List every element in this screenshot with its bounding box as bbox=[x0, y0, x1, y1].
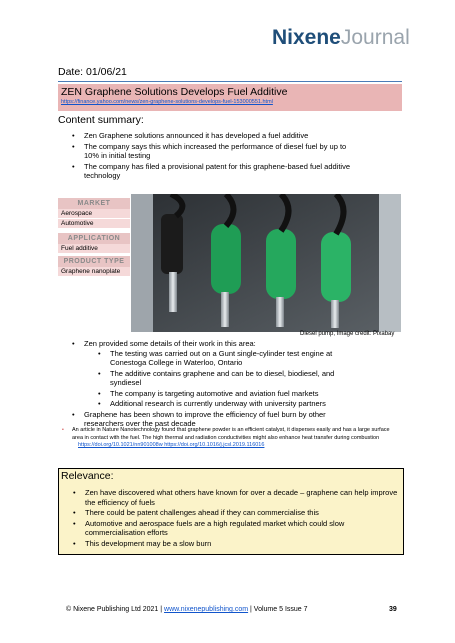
article-title: ZEN Graphene Solutions Develops Fuel Additive bbox=[61, 86, 288, 98]
footer-volume: | Volume 5 Issue 7 bbox=[250, 606, 308, 613]
relevance-heading: Relevance: bbox=[61, 470, 114, 482]
logo-nixene: Nixene bbox=[272, 26, 341, 49]
details-sub-point: • The testing was carried out on a Gunt single-cylinder test engine at Conestoga College in Waterloo, Ontario bbox=[84, 349, 358, 368]
product-type-item: Graphene nanoplate bbox=[58, 267, 130, 277]
nano-note-list bbox=[58, 427, 398, 450]
application-item: Fuel additive bbox=[58, 244, 130, 254]
summary-heading: Content summary: bbox=[58, 114, 144, 126]
classification-sidebar bbox=[58, 198, 130, 277]
summary-point: • The company says this which increased the performance of diesel fuel by up to 10% in initial testing bbox=[58, 142, 358, 161]
product-type-heading: PRODUCT TYPE bbox=[58, 256, 130, 267]
article-date: Date: 01/06/21 bbox=[58, 66, 127, 78]
summary-list bbox=[58, 131, 358, 182]
market-item: Aerospace bbox=[58, 209, 130, 219]
relevance-list bbox=[59, 488, 399, 549]
details-intro-text: Zen provided some details of their work in this area: bbox=[84, 339, 256, 348]
page-number: 39 bbox=[389, 606, 397, 613]
relevance-point: • Automotive and aerospace fuels are a high regulated market which could slow commercialisation efforts bbox=[59, 519, 399, 538]
footer-website-link[interactable]: www.nixenepublishing.com bbox=[164, 606, 249, 613]
relevance-point: • This development may be a slow burn bbox=[59, 539, 399, 549]
date-divider bbox=[58, 81, 402, 82]
article-title-box bbox=[58, 84, 402, 111]
fuel-pump-photo bbox=[131, 194, 401, 332]
details-sub-point: • The company is targeting automotive and aviation fuel markets bbox=[84, 389, 358, 399]
nano-note-text: An article in Nature Nanotechnology found that graphene powder is an efficient catalyst, it disperses easily and has a large surface area in contact with the fuel. The high thermal and radiation conductivities might also enhance heat transfer during combustion bbox=[72, 427, 390, 441]
relevance-point: • There could be patent challenges ahead if they can commercialise this bbox=[59, 508, 399, 518]
footer-copyright: © Nixene Publishing Ltd 2021 | bbox=[66, 606, 163, 613]
image-credit: Diesel pump, Image credit: Pixabay bbox=[300, 331, 395, 337]
details-sub-point: • The additive contains graphene and can be to diesel, biodiesel, and syndiesel bbox=[84, 369, 358, 388]
logo-journal: Journal bbox=[340, 26, 410, 49]
reference-links[interactable]: https://doi.org/10.1021/nn901008w https://doi.org/10.1016/j.jcsl.2019.116016 bbox=[78, 442, 265, 448]
article-url-link[interactable]: https://finance.yahoo.com/news/zen-graphene-solutions-develops-fuel-153000551.html bbox=[61, 99, 273, 105]
summary-point: • The company has filed a provisional patent for this graphene-based fuel additive technology bbox=[58, 162, 358, 181]
details-sub-point: • Additional research is currently underway with university partners bbox=[84, 399, 358, 409]
market-heading: MARKET bbox=[58, 198, 130, 209]
relevance-point: • Zen have discovered what others have known for over a decade – graphene can help improve the efficiency of fuels bbox=[59, 488, 399, 507]
summary-point: • Zen Graphene solutions announced it has developed a fuel additive bbox=[58, 131, 358, 141]
details-section bbox=[58, 339, 358, 430]
nano-note bbox=[58, 427, 398, 450]
relevance-box bbox=[58, 468, 404, 555]
graphene-point: • Graphene has been shown to improve the efficiency of fuel burn by other researchers over the past decade bbox=[58, 410, 358, 429]
details-sub-list bbox=[84, 349, 358, 409]
market-item: Automotive bbox=[58, 219, 130, 229]
details-intro bbox=[58, 339, 358, 409]
page-footer bbox=[66, 606, 308, 613]
journal-logo bbox=[272, 26, 410, 50]
fuel-nozzles-image bbox=[131, 194, 401, 332]
application-heading: APPLICATION bbox=[58, 233, 130, 244]
